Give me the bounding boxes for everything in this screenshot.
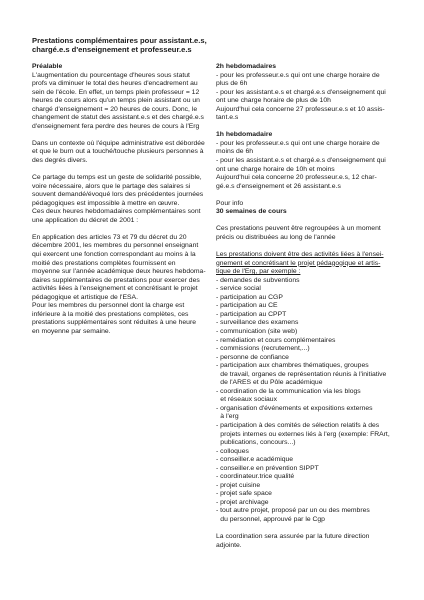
list-item: - projet safe space (216, 490, 272, 498)
list-item: - surveillance des examens (216, 319, 299, 327)
list-item: - projet archivage (216, 498, 269, 506)
list-item: - conseiller.e académique (216, 456, 294, 464)
paragraph-decret: En application des articles 73 et 79 du décret du 20 décembre 2001, les membres du personnel enseignant qui exercent une fonction correspondant au moins à la moitié des prestations complètes fournissent en moyenne sur l'année académique deux heures hebdoma- daires supplémentaires de prestations pour exercer des activités liées à l'enseignement et concrétisant le projet pédagogique et artistique de l'ESA. Pour les membres du personnel dont la charge est inférieure à la moitié des prestations complètes, ces prestations supplémentaires sont réduites à une heure en moyenne par semaine. (32, 233, 206, 335)
list-item: - participation aux chambres thématiques, groupes de travail, organes de représentation réunis à l'initiative de l'ARES et du Pôle académique (216, 362, 387, 387)
text-1h: - pour les professeur.e.s qui ont une charge horaire de moins de 6h - pour les assistant.e.s et chargé.e.s d'enseignement qui ont une charge horaire de 10h et moins Aujourd'hui cela concerne 20 professeur.e.s, 12 char- gé.e.s d'enseignement et 26 assistant.e.s (216, 139, 386, 190)
heading-prealable: Préalable (32, 63, 63, 70)
info-weeks: 30 semaines de cours (216, 208, 287, 216)
page-title: Prestations complémentaires pour assistant.e.s, chargé.e.s d'enseignement et professeur.e.s (32, 36, 207, 55)
list-item: - conseiller.e en prévention SIPPT (216, 464, 319, 472)
text-2h: - pour les professeur.e.s qui ont une charge horaire de plus de 6h - pour les assistant.e.s et chargé.e.s d'enseignement qui ont une charge horaire de plus de 10h Aujourd'hui cela concerne 27 professeur.e.s et 10 assis- tant.e.s (216, 71, 386, 122)
activities-list (216, 277, 406, 525)
list-item: - communication (site web) (216, 327, 298, 335)
list-item: - projet cuisine (216, 481, 261, 489)
info-label: Pour info (216, 199, 244, 207)
right-column (216, 63, 406, 559)
paragraph-contexte: Dans un contexte où l'équipe administrative est débordée et que le burn out a touché/touche plusieurs personnes à des degrés divers. (32, 139, 205, 165)
activities-intro: Les prestations doivent être des activités liées à l'ensei- gnement et concrétisant le projet pédagogique et artis- tique de l'Erg, par exemple : (216, 251, 384, 276)
paragraph-regroupement: Ces prestations peuvent être regroupées à un moment précis ou distribuées au long de l'année (216, 225, 381, 241)
paragraph-statut: L'augmentation du pourcentage d'heures sous statut profs va diminuer le total des heures d'encadrement au sein de l'école. En effet, un temps plein professeur = 12 heures de cours alors qu'un temps plein assistant ou un chargé d'enseignement = 20 heures de cours. Donc, le changement de statut des assistant.e.s et des chargé.e.s d'enseignement fera perdre des heures de cours à l'Erg (32, 71, 204, 130)
list-item: - service social (216, 285, 261, 293)
list-item: - colloques (216, 447, 249, 455)
list-item: - participation au CPPT (216, 310, 287, 318)
list-item: - tout autre projet, proposé par un ou des membres du personnel, approuvé par le Cgp (216, 507, 370, 523)
list-item: - participation au CE (216, 302, 278, 310)
paragraph-coordination: La coordination sera assurée par la future direction adjointe. (216, 533, 370, 549)
list-item: - organisation d'événements et expositions externes à l'erg (216, 404, 373, 421)
list-item: - commissions (recrutement,...) (216, 345, 310, 353)
list-item: - participation à des comités de sélection relatifs à des projets internes ou externes liés à l'erg (exemple: FRArt, publications, concours...) (216, 421, 390, 447)
heading-2h: 2h hebdomadaires (216, 63, 277, 70)
list-item: - participation au CGP (216, 293, 283, 301)
list-item: - demandes de subventions (216, 276, 300, 284)
left-column (32, 63, 212, 345)
list-item: - coordination de la communication via les blogs et réseaux sociaux (216, 387, 361, 404)
paragraph-partage: Ce partage du temps est un geste de solidarité possible, voire nécessaire, alors que le partage des salaires si souvent demandé/évoqué lors des précédentes journées pédagogiques est impossible à mettre en œuvre. Ces deux heures hebdomadaires complémentaires sont une application du décret de 2001 : (32, 174, 204, 224)
list-item: - personne de confiance (216, 353, 289, 361)
list-item: - coordinateur.trice qualité (216, 473, 295, 481)
heading-1h: 1h hebdomadaire (216, 131, 273, 139)
list-item: - remédiation et cours complémentaires (216, 336, 336, 344)
